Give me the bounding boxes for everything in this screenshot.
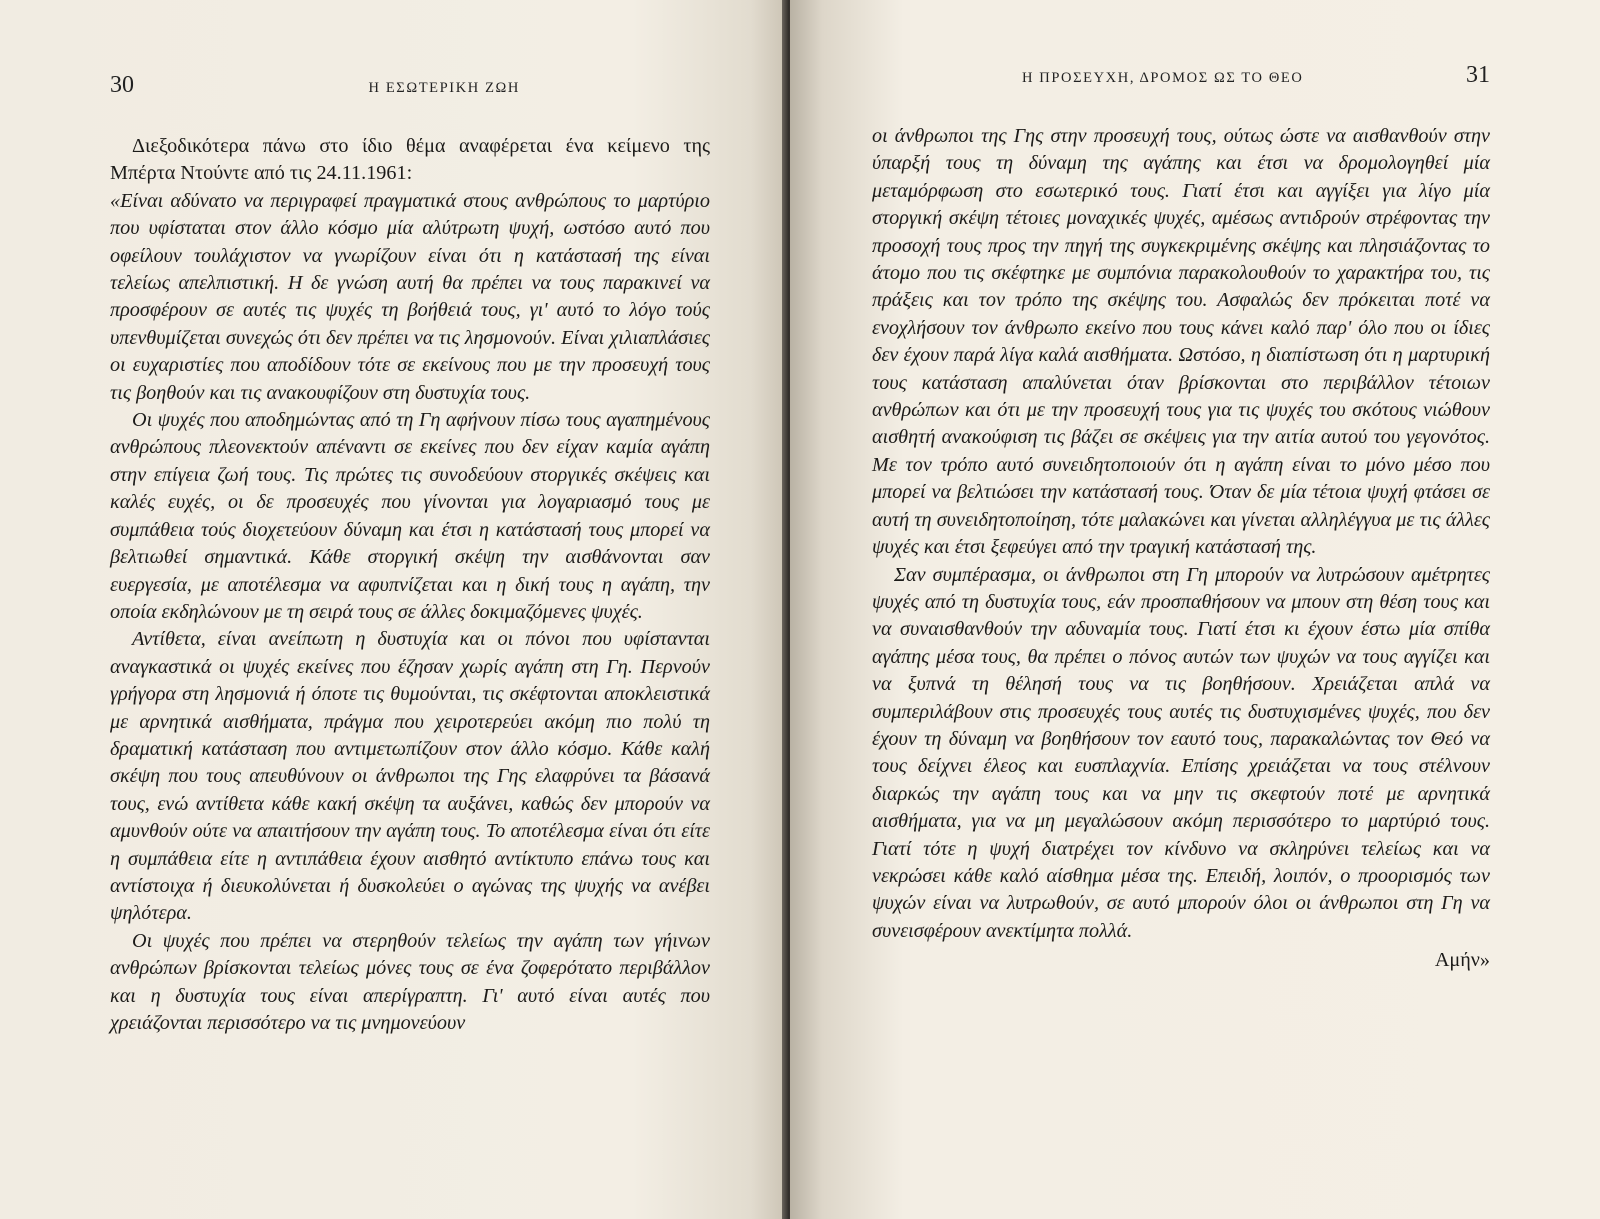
running-head: Η ΕΣΩΤΕΡΙΚΗ ΖΩΗ [368, 80, 520, 96]
quote-paragraph: Αντίθετα, είναι ανείπωτη η δυστυχία και οι πόνοι που υφίστανται αναγκαστικά οι ψυχές εκείνες που έζησαν χωρίς αγάπη στη Γη. Περνούν γρήγορα στη λησμονιά ή όποτε τις θυμούνται, τις σκέφτονται αποκλειστικά με αρνητικά αισθήματα, πράγμα που χειροτερεύει ακόμη πιο πολύ τη δραματική κατάσταση που αντιμετωπίζουν στον άλλο κόσμο. Κάθε καλή σκέψη που τους απευθύνουν οι άνθρωποι της Γης ελαφρύνει τα βάσανά τους, ενώ αντίθετα κάθε κακή σκέψη τα αυξάνει, καθώς δεν μπορούν να αμυνθούν ούτε να απαιτήσουν την αγάπη τους. Το αποτέλεσμα είναι ότι είτε η συμπάθεια είτε η αντιπάθεια έχουν αισθητό αντίκτυπο επάνω τους και αντίστοιχα ή διευκολύνεται ή δυσκολεύει ο αγώνας της ψυχής να ανέβει ψηλότερα. [110, 628, 710, 925]
quote-paragraph: Οι ψυχές που πρέπει να στερηθούν τελείως την αγάπη των γήινων ανθρώπων βρίσκονται τελείως μόνες τους σε ένα ζοφερότατο περιβάλλον και η δυστυχία τους είναι απερίγραπτη. Γι' αυτό είναι αυτές που χρειάζονται περισσότερο να τις μνημονεύουν [110, 929, 710, 1034]
intro-paragraph: Διεξοδικότερα πάνω στο ίδιο θέμα αναφέρεται ένα κείμενο της Μπέρτα Ντούντε από τις 24.11.1961: [110, 135, 710, 185]
running-head: Η ΠΡΟΣΕΥΧΗ, ΔΡΟΜΟΣ ΩΣ ΤΟ ΘΕΟ [1022, 70, 1304, 86]
page-number: 31 [1466, 62, 1490, 88]
quote-paragraph: οι άνθρωποι της Γης στην προσευχή τους, ούτως ώστε να αισθανθούν στην ύπαρξή τους τη δύναμη της αγάπης και έτσι να δρομολογηθεί μία μεταμόρφωση στο εσωτερικό τους. Γιατί έτσι και αγγίξει για λίγο μία στοργική σκέψη τέτοιες μοναχικές ψυχές, αμέσως αντιδρούν στρέφοντας την προσοχή τους προς την πηγή της συγκεκριμένης σκέψης και πλησιάζοντας το άτομο που τις σκέφτηκε με συμπόνια παρακολουθούν το χαρακτήρα του, τις πράξεις και τον τρόπο της σκέψης του. Ασφαλώς δεν πρόκειται ποτέ να ενοχλήσουν τον άνθρωπο εκείνο που τους κάνει καλό παρ' όλο που οι ίδιες δεν έχουν παρά λίγα καλά αισθήματα. Ωστόσο, η διαπίστωση ότι η μαρτυρική τους κατάσταση απαλύνεται όταν βρίσκονται στο περιβάλλον τέτοιων ανθρώπων και ότι με την προσευχή τους για τις ψυχές του σκότους νιώθουν αισθητή ανακούφιση τις βάζει σε σκέψεις για την αιτία αυτού του γεγονότος. Με τον τρόπο αυτό συνειδητοποιούν ότι η αγάπη είναι το μόνο μέσο που μπορεί να βελτιώσει την κατάστασή τους. Όταν δε μία τέτοια ψυχή φτάσει σε αυτή τη συνειδητοποίηση, τότε μαλακώνει και γίνεται αλληλέγγυα με τις άλλες ψυχές και έτσι ξεφεύγει από την τραγική κατάστασή της. [872, 125, 1490, 559]
right-page [790, 0, 1600, 1219]
quote-paragraph: Σαν συμπέρασμα, οι άνθρωποι στη Γη μπορούν να λυτρώσουν αμέτρητες ψυχές από τη δυστυχία τους, εάν προσπαθήσουν να μπουν στη θέση τους και να συναισθανθούν την αδυναμία τους. Γιατί έτσι κι έχουν έστω μία σπίθα αγάπης μέσα τους, θα πρέπει ο πόνος αυτών των ψυχών να τους αγγίζει και να ξυπνά τη θέλησή τους να τις βοηθήσουν. Χρειάζεται απλά να συμπεριλάβουν στις προσευχές τους αυτές τις δυστυχισμένες ψυχές, που δεν έχουν τη δύναμη να βοηθήσουν τον εαυτό τους, παρακαλώντας τον Θεό να τους δείχνει έλεος και ευσπλαχνία. Επίσης χρειάζεται να τους στέλνουν διαρκώς την αγάπη τους και να μην τις σκεφτούν ποτέ με αρνητικά αισθήματα, για να μη μεγαλώσουν ακόμη περισσότερο το μαρτύριό τους. Γιατί τότε η ψυχή διατρέχει τον κίνδυνο να σκληρύνει τελείως και να νεκρώσει κάθε καλό αίσθημα μέσα της. Επειδή, λοιπόν, ο προορισμός των ψυχών είναι να λυτρωθούν, σε αυτό μπορούν όλοι οι άνθρωποι στη Γη να συνεισφέρουν ανεκτίμητα πολλά. [872, 563, 1490, 942]
quote-paragraph: Οι ψυχές που αποδημώντας από τη Γη αφήνουν πίσω τους αγαπημένους ανθρώπους πλεονεκτούν απέναντι σε εκείνες που δεν είχαν καμία αγάπη στην επίγεια ζωή τους. Τις πρώτες τις συνοδεύουν στοργικές σκέψεις και καλές ευχές, οι δε προσευχές που γίνονται για λογαριασμό τους με συμπάθεια τούς διοχετεύουν δύναμη και έτσι η κατάστασή τους μπορεί να βελτιωθεί σημαντικά. Κάθε στοργική σκέψη την αισθάνονται σαν ευεργεσία, με αποτέλεσμα να αφυπνίζεται και η δική τους η αγάπη, την οποία εκδηλώνουν με τη σειρά τους σε άλλες δοκιμαζόμενες ψυχές. [110, 409, 710, 623]
right-page-header [872, 62, 1490, 89]
left-page-header [110, 72, 710, 99]
left-page [0, 0, 790, 1219]
quote-paragraph: «Είναι αδύνατο να περιγραφεί πραγματικά στους ανθρώπους το μαρτύριο που υφίσταται στον άλλο κόσμο μία αλύτρωτη ψυχή, ωστόσο αυτό που οφείλουν τουλάχιστον να γνωρίζουν είναι ότι η κατάστασή της είναι τελείως απελπιστική. Η δε γνώση αυτή θα πρέπει να τους παρακινεί να προσφέρουν σε αυτές τις ψυχές τη βοήθειά τους, γι' αυτό το λόγο τούς υπενθυμίζεται συνεχώς ότι δεν πρέπει να τις λησμονούν. Είναι χιλιαπλάσιες οι ευχαριστίες που αποδίδουν τότε σε εκείνους που με την προσευχή τους τις βοηθούν και τις ανακουφίζουν στη δυστυχία τους. [110, 189, 710, 404]
left-page-body [110, 133, 710, 1037]
page-number: 30 [110, 72, 134, 98]
closing-line: Αμήν» [1434, 949, 1490, 972]
right-page-body [872, 123, 1490, 975]
